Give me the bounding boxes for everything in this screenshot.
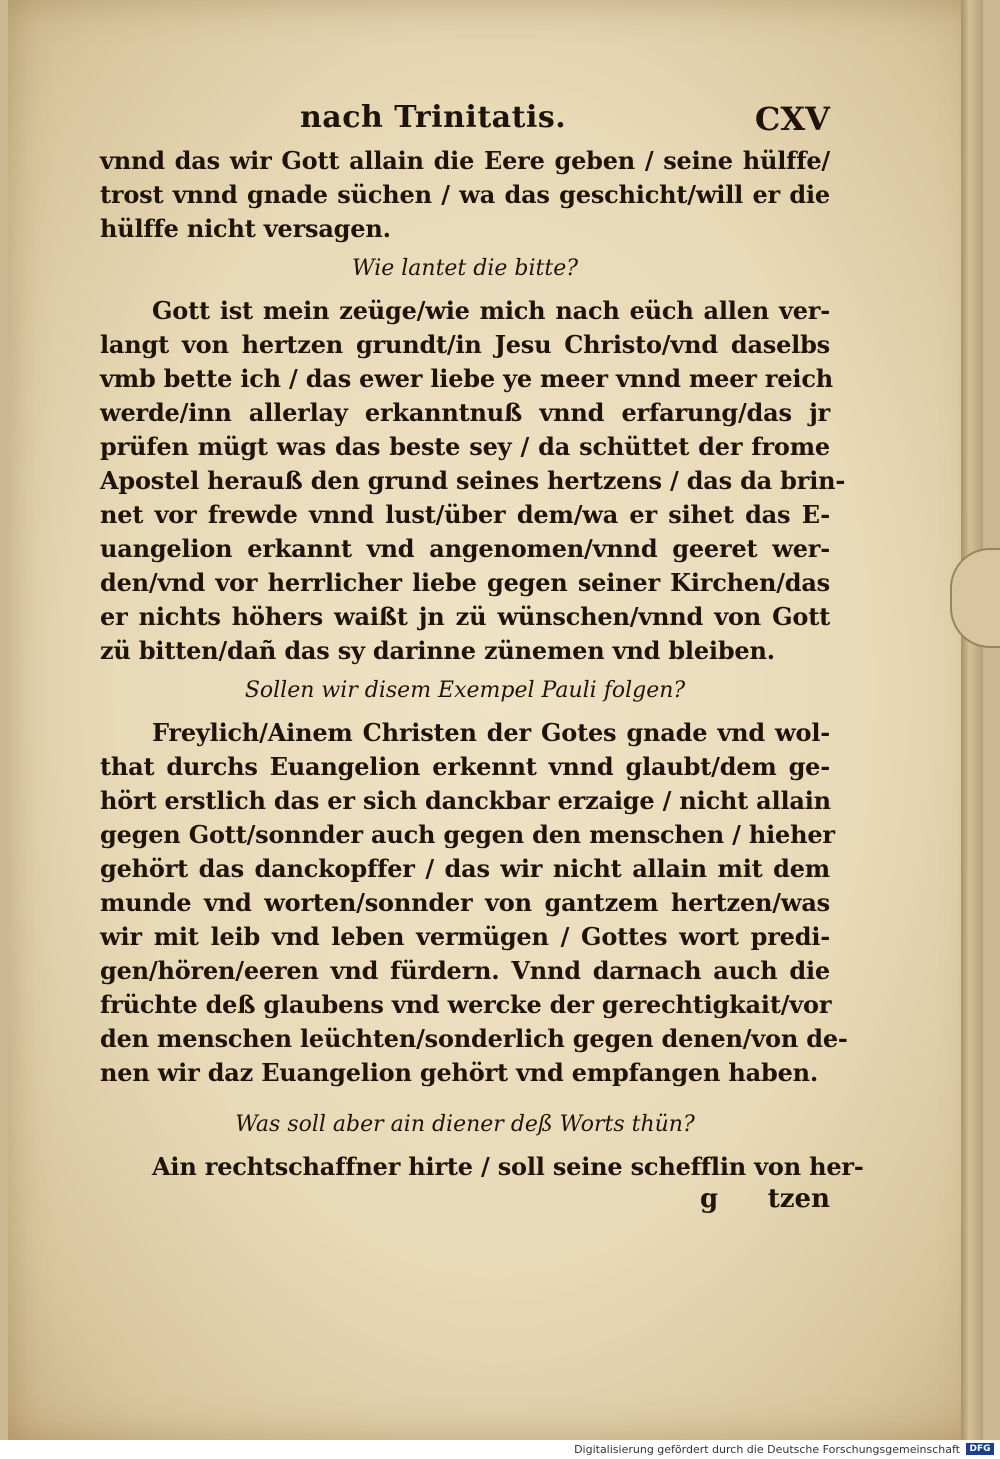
question-heading: Wie lantet die bitte? bbox=[351, 256, 579, 281]
folio-number: CXV bbox=[754, 100, 830, 138]
text-line: gen/hören/eeren vnd fürdern. Vnnd darnach auch die bbox=[100, 956, 830, 985]
text-line: früchte deß glaubens vnd wercke der gerechtigkait/vor bbox=[100, 990, 832, 1019]
paragraph-1 bbox=[100, 144, 830, 246]
running-head: nach Trinitatis. bbox=[300, 100, 567, 135]
paragraph-3 bbox=[100, 716, 848, 1090]
text-line: prüfen mügt was das beste sey / da schüttet der frome bbox=[100, 432, 830, 461]
question-heading: Sollen wir disem Exempel Pauli folgen? bbox=[244, 678, 686, 703]
text-line: den/vnd vor herrlicher liebe gegen seiner Kirchen/das bbox=[100, 568, 830, 597]
catchword: tzen bbox=[767, 1184, 830, 1214]
text-line: Ain rechtschaffner hirte / soll seine schefflin von her- bbox=[152, 1152, 864, 1181]
text-line: net vor frewde vnnd lust/über dem/wa er sihet das E- bbox=[100, 500, 830, 529]
text-line: nen wir daz Euangelion gehört vnd empfangen haben. bbox=[100, 1058, 819, 1087]
text-line: munde vnd worten/sonnder von gantzem hertzen/was bbox=[100, 888, 830, 917]
signature-mark: g bbox=[700, 1184, 719, 1214]
text-line: gegen Gott/sonnder auch gegen den menschen / hieher bbox=[100, 820, 835, 849]
text-block bbox=[100, 100, 864, 1224]
text-line: Freylich/Ainem Christen der Gotes gnade vnd wol- bbox=[152, 718, 830, 747]
text-line: den menschen leüchten/sonderlich gegen denen/von de- bbox=[100, 1024, 848, 1053]
paragraph-4 bbox=[100, 1150, 864, 1184]
text-line: vmb bette ich / das ewer liebe ye meer vnnd meer reich bbox=[100, 364, 834, 393]
text-line: that durchs Euangelion erkennt vnnd glaubt/dem ge- bbox=[100, 752, 830, 781]
question-heading: Was soll aber ain diener deß Worts thün? bbox=[235, 1112, 695, 1137]
text-line: trost vnnd gnade süchen / wa das geschicht/will er die bbox=[100, 180, 830, 209]
text-line: gehört das danckopffer / das wir nicht allain mit dem bbox=[100, 854, 830, 883]
page-header bbox=[100, 100, 830, 144]
page-footer-marks bbox=[100, 1184, 830, 1224]
text-line: vnnd das wir Gott allain die Eere geben / seine hülffe/ bbox=[100, 146, 830, 175]
text-line: er nichts höhers waißt jn zü wünschen/vnnd von Gott bbox=[100, 602, 830, 631]
text-line: langt von hertzen grundt/in Jesu Christo/vnd daselbs bbox=[100, 330, 830, 359]
funding-credit: Digitalisierung gefördert durch die Deutsche Forschungsgemeinschaft bbox=[574, 1443, 960, 1456]
text-line: Apostel herauß den grund seines hertzens / das da brin- bbox=[100, 466, 846, 495]
text-line: hört erstlich das er sich danckbar erzaige / nicht allain bbox=[100, 786, 831, 815]
page-edge bbox=[961, 0, 983, 1440]
text-line: zü bitten/dañ das sy darinne zünemen vnd bleiben. bbox=[100, 636, 775, 665]
text-line: hülffe nicht versagen. bbox=[100, 214, 391, 243]
text-line: wir mit leib vnd leben vermügen / Gottes wort predi- bbox=[100, 922, 830, 951]
dfg-logo: DFG bbox=[966, 1443, 994, 1455]
text-line: Gott ist mein zeüge/wie mich nach eüch allen ver- bbox=[152, 296, 830, 325]
text-line: uangelion erkannt vnd angenomen/vnnd geeret wer- bbox=[100, 534, 830, 563]
paragraph-2 bbox=[100, 294, 846, 668]
text-line: werde/inn allerlay erkanntnuß vnnd erfarung/das jr bbox=[100, 398, 830, 427]
digitization-footer bbox=[0, 1440, 1000, 1459]
